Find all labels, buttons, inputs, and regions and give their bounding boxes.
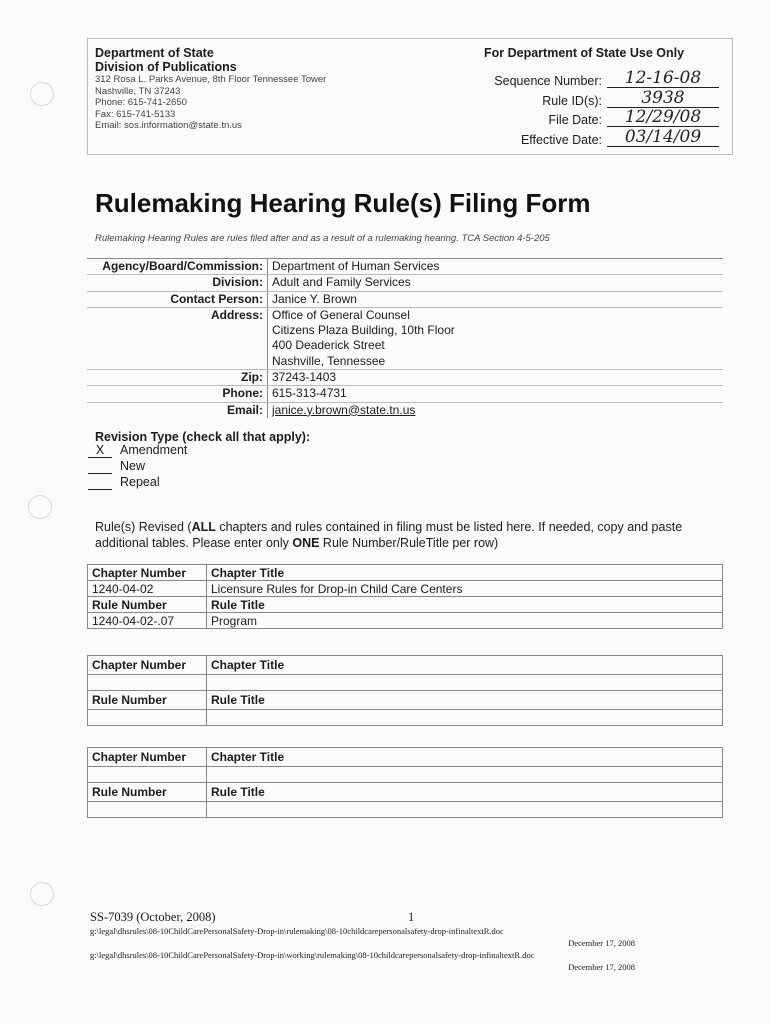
table-row	[88, 710, 723, 726]
chapter-title-header: Chapter Title	[207, 656, 723, 675]
division-value: Adult and Family Services	[268, 275, 724, 291]
file-date-2: December 17, 2008	[568, 962, 635, 972]
file-date-1: December 17, 2008	[568, 938, 635, 948]
file-path-2: g:\legal\dhsrules\08-10ChildCarePersonalSafety-Drop-in\working\rulemaking\08-10childcarepersonalsafety-drop-infinaltextR.doc	[90, 950, 535, 960]
amendment-checkmark[interactable]: X	[88, 443, 112, 458]
table-row	[88, 691, 723, 710]
email-key: Email:	[87, 402, 268, 418]
table-row	[88, 675, 723, 691]
agency-row	[87, 307, 723, 323]
address-key-blank	[87, 338, 268, 353]
agency-row	[87, 338, 723, 353]
rule-number-cell[interactable]	[88, 802, 207, 818]
chapter-title-header: Chapter Title	[207, 565, 723, 581]
address-value-2: Citizens Plaza Building, 10th Floor	[272, 323, 455, 338]
file-date-value: 12/29/08	[607, 108, 719, 127]
effective-date-label: Effective Date:	[520, 133, 602, 147]
agency-row	[87, 370, 723, 386]
address-line-1: 312 Rosa L. Parks Avenue, 8th Floor Tennessee Tower	[95, 74, 327, 85]
table-row	[88, 581, 723, 597]
rule-title-header: Rule Title	[207, 783, 723, 802]
agency-key: Agency/Board/Commission:	[87, 259, 268, 275]
header-left	[95, 46, 326, 132]
table-row	[88, 802, 723, 818]
rule-id-label: Rule ID(s):	[542, 94, 602, 108]
table-row	[88, 748, 723, 767]
address-key-blank	[87, 354, 268, 370]
instr-text-3: Rule Number/RuleTitle per row)	[319, 536, 499, 550]
fax-line: Fax: 615-741-5133	[95, 108, 176, 120]
new-checkbox[interactable]	[88, 459, 112, 474]
rule-number-cell[interactable]	[88, 710, 207, 726]
revision-new[interactable]	[88, 459, 145, 474]
rules-revised-instructions	[95, 519, 715, 551]
instr-all: ALL	[191, 520, 216, 534]
chapter-number-cell[interactable]	[88, 767, 207, 783]
sequence-label: Sequence Number:	[494, 74, 602, 88]
rule-table-3	[87, 747, 723, 818]
agency-value: Department of Human Services	[268, 259, 724, 275]
table-row	[88, 565, 723, 581]
punch-hole-mark	[30, 82, 54, 106]
form-subtitle: Rulemaking Hearing Rules are rules filed after and as a result of a rulemaking hearing. TCA Section 4-5-205	[95, 233, 550, 244]
rule-title-cell[interactable]	[207, 710, 723, 726]
file-date-label: File Date:	[548, 113, 602, 127]
agency-row	[87, 291, 723, 307]
table-row	[88, 597, 723, 613]
phone-key: Phone:	[87, 386, 268, 402]
email-line: Email: sos.information@state.tn.us	[95, 120, 242, 131]
phone-line: Phone: 615-741-2650	[95, 97, 187, 108]
contact-value: Janice Y. Brown	[268, 291, 724, 307]
rule-title-cell[interactable]	[207, 802, 723, 818]
agency-row	[87, 275, 723, 291]
revision-repeal[interactable]	[88, 475, 160, 490]
phone-value: 615-313-4731	[268, 386, 724, 402]
zip-value: 37243-1403	[268, 370, 724, 386]
chapter-title-cell[interactable]	[207, 675, 723, 691]
chapter-number-header: Chapter Number	[88, 565, 207, 581]
table-row	[88, 783, 723, 802]
file-path-1: g:\legal\dhsrules\08-10ChildCarePersonalSafety-Drop-in\rulemaking\08-10childcarepersonalsafety-drop-infinaltextR.doc	[90, 926, 504, 936]
contact-key: Contact Person:	[87, 291, 268, 307]
form-title: Rulemaking Hearing Rule(s) Filing Form	[95, 188, 591, 218]
repeal-label: Repeal	[120, 475, 160, 489]
effective-date-value: 03/14/09	[607, 128, 719, 147]
zip-key: Zip:	[87, 370, 268, 386]
chapter-title-cell[interactable]	[207, 767, 723, 783]
address-value-4: Nashville, Tennessee	[268, 354, 724, 370]
chapter-number-cell[interactable]: 1240-04-02	[88, 581, 207, 597]
rule-table-1	[87, 564, 723, 629]
punch-hole-mark	[28, 495, 52, 519]
agency-row	[87, 386, 723, 402]
rule-number-cell[interactable]: 1240-04-02-.07	[88, 613, 207, 629]
agency-row	[87, 259, 723, 275]
rule-id-value: 3938	[607, 89, 719, 108]
chapter-title-cell[interactable]: Licensure Rules for Drop-in Child Care Centers	[207, 581, 723, 597]
amendment-label: Amendment	[120, 443, 188, 457]
revision-amendment[interactable]	[88, 443, 187, 458]
address-value-1: Office of General Counsel	[272, 307, 410, 322]
email-value[interactable]: janice.y.brown@state.tn.us	[272, 402, 416, 417]
instr-one: ONE	[292, 536, 320, 550]
sequence-value: 12-16-08	[607, 69, 719, 88]
chapter-title-header: Chapter Title	[207, 748, 723, 767]
rule-number-header: Rule Number	[88, 597, 207, 613]
address-key: Address:	[87, 307, 268, 323]
address-value-3: 400 Deaderick Street	[272, 338, 385, 353]
rule-title-header: Rule Title	[207, 597, 723, 613]
dept-name: Department of State	[95, 46, 214, 60]
table-row	[88, 613, 723, 629]
table-row	[88, 767, 723, 783]
agency-table	[87, 258, 723, 418]
revision-type-title: Revision Type (check all that apply):	[95, 430, 311, 444]
repeal-checkbox[interactable]	[88, 475, 112, 490]
division-name: Division of Publications	[95, 60, 237, 74]
address-key-blank	[87, 323, 268, 338]
rule-number-header: Rule Number	[88, 691, 207, 710]
chapter-number-cell[interactable]	[88, 675, 207, 691]
agency-row	[87, 323, 723, 338]
state-use-only: For Department of State Use Only	[484, 46, 685, 60]
instr-text-2: chapters and rules contained in filing must be listed here. If needed, copy and paste additional tables. Please enter only	[95, 520, 683, 550]
rule-number-header: Rule Number	[88, 783, 207, 802]
page-number: 1	[408, 910, 415, 924]
rule-table-2	[87, 655, 723, 726]
division-key: Division:	[87, 275, 268, 291]
chapter-number-header: Chapter Number	[88, 748, 207, 767]
address-line-2: Nashville, TN 37243	[95, 85, 181, 97]
form-number: SS-7039 (October, 2008)	[90, 910, 216, 924]
instr-text-1: Rule(s) Revised (	[95, 520, 192, 534]
table-row	[88, 656, 723, 675]
agency-row	[87, 354, 723, 370]
punch-hole-mark	[30, 882, 54, 906]
chapter-number-header: Chapter Number	[88, 656, 207, 675]
new-label: New	[120, 459, 146, 473]
agency-row	[87, 402, 723, 418]
rule-title-header: Rule Title	[207, 691, 723, 710]
rule-title-cell[interactable]: Program	[207, 613, 723, 629]
